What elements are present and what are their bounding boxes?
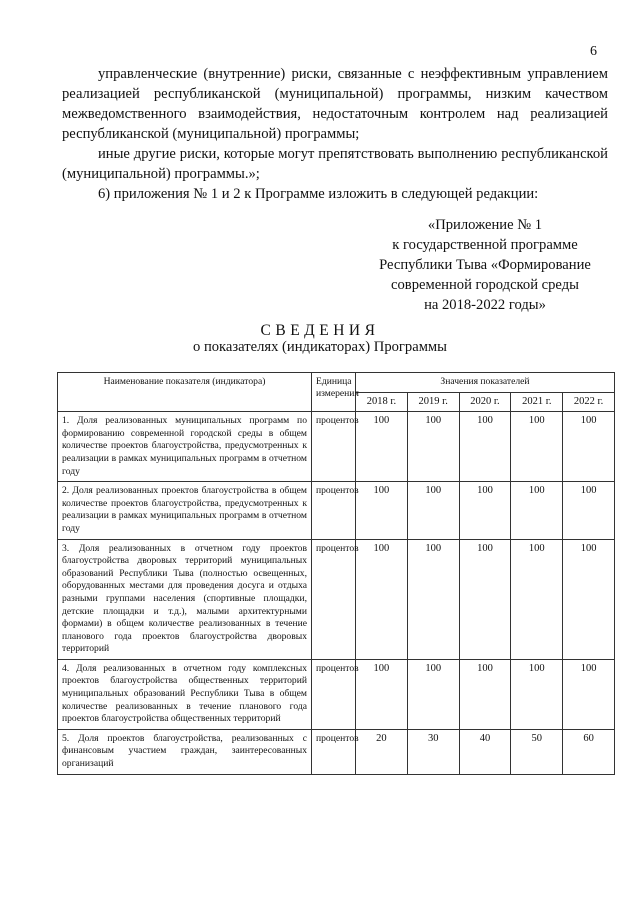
indicator-value: 100	[407, 539, 459, 659]
indicator-value: 20	[356, 729, 408, 774]
indicator-value: 100	[563, 412, 615, 482]
indicator-value: 100	[356, 539, 408, 659]
indicator-name: 5. Доля проектов благоустройства, реализованных с финансовым участием граждан, заинтересованных организаций	[58, 729, 312, 774]
header-year-2018: 2018 г.	[356, 392, 408, 412]
appendix-header	[360, 215, 610, 315]
paragraph-risks-management: управленческие (внутренние) риски, связанные с неэффективным управлением реализацией республиканской (муниципальной) программы, низким качеством межведомственного взаимодействия, недостаточным контролем над реализацией республиканской (муниципальной) программы;	[62, 66, 608, 142]
header-year-2020: 2020 г.	[459, 392, 511, 412]
section-subtitle: о показателях (индикаторах) Программы	[193, 339, 447, 355]
indicator-value: 100	[407, 659, 459, 729]
indicator-value: 100	[459, 539, 511, 659]
indicator-value: 100	[407, 482, 459, 539]
section-title: СВЕДЕНИЯ	[260, 322, 380, 339]
indicator-value: 30	[407, 729, 459, 774]
indicator-value: 100	[563, 659, 615, 729]
indicator-value: 100	[511, 659, 563, 729]
indicator-value: 100	[356, 659, 408, 729]
indicators-table	[57, 372, 615, 775]
page-number: 6	[590, 44, 597, 59]
table-row	[58, 729, 615, 774]
indicator-unit: процентов	[312, 412, 356, 482]
indicator-value: 100	[511, 539, 563, 659]
indicator-value: 100	[459, 482, 511, 539]
indicator-value: 100	[459, 659, 511, 729]
indicator-value: 100	[511, 482, 563, 539]
indicator-value: 100	[511, 412, 563, 482]
indicator-name: 4. Доля реализованных в отчетном году комплексных проектов благоустройства общественных территорий муниципальных образований Республики Тыва в общем количестве реализованных в течение планового года проектов благоустройства общественных территорий	[58, 659, 312, 729]
table-row	[58, 539, 615, 659]
header-year-2019: 2019 г.	[407, 392, 459, 412]
table-row	[58, 482, 615, 539]
table-row	[58, 412, 615, 482]
table-row	[58, 659, 615, 729]
indicator-value: 100	[356, 412, 408, 482]
indicator-unit: процентов	[312, 482, 356, 539]
indicator-name: 1. Доля реализованных муниципальных программ по формированию современной городской среды в общем количестве проектов благоустройства, предусмотренных к реализации в рамках муниципальных программ в отчетном году	[58, 412, 312, 482]
indicator-name: 3. Доля реализованных в отчетном году проектов благоустройства дворовых территорий муниципальных образований Республики Тыва (полностью освещенных, оборудованных местами для проведения досуга и отдыха разными группами населения (спортивные площадки, детские площадки и т.д.), малыми архитектурными формами) в общем количестве реализованных в течение планового года проектов благоустройства дворовых территорий	[58, 539, 312, 659]
appendix-line: современной городской среды	[391, 277, 579, 293]
indicator-unit: процентов	[312, 659, 356, 729]
indicator-value: 100	[356, 482, 408, 539]
indicator-unit: процентов	[312, 729, 356, 774]
header-unit: Единица измерения	[312, 373, 356, 412]
indicator-value: 100	[563, 482, 615, 539]
indicator-value: 50	[511, 729, 563, 774]
appendix-line: «Приложение № 1	[427, 217, 543, 233]
indicator-value: 60	[563, 729, 615, 774]
header-values: Значения показателей	[356, 373, 615, 393]
paragraph-appendix-instruction: 6) приложения № 1 и 2 к Программе изложить в следующей редакции:	[98, 186, 539, 202]
indicator-value: 100	[459, 412, 511, 482]
indicator-value: 100	[407, 412, 459, 482]
indicator-name: 2. Доля реализованных проектов благоустройства в общем количестве проектов благоустройства, предусмотренных к реализации в рамках муниципальных программ в отчетном году	[58, 482, 312, 539]
paragraph-risks-other: иные другие риски, которые могут препятствовать выполнению республиканской (муниципальной) программы.»;	[62, 146, 608, 182]
body-text	[62, 64, 608, 204]
indicator-value: 100	[563, 539, 615, 659]
header-year-2021: 2021 г.	[511, 392, 563, 412]
header-year-2022: 2022 г.	[563, 392, 615, 412]
appendix-line: Республики Тыва «Формирование	[379, 257, 591, 273]
header-indicator-name: Наименование показателя (индикатора)	[58, 373, 312, 412]
appendix-line: к государственной программе	[392, 237, 578, 253]
indicator-unit: процентов	[312, 539, 356, 659]
appendix-line: на 2018-2022 годы»	[424, 297, 546, 313]
indicator-value: 40	[459, 729, 511, 774]
